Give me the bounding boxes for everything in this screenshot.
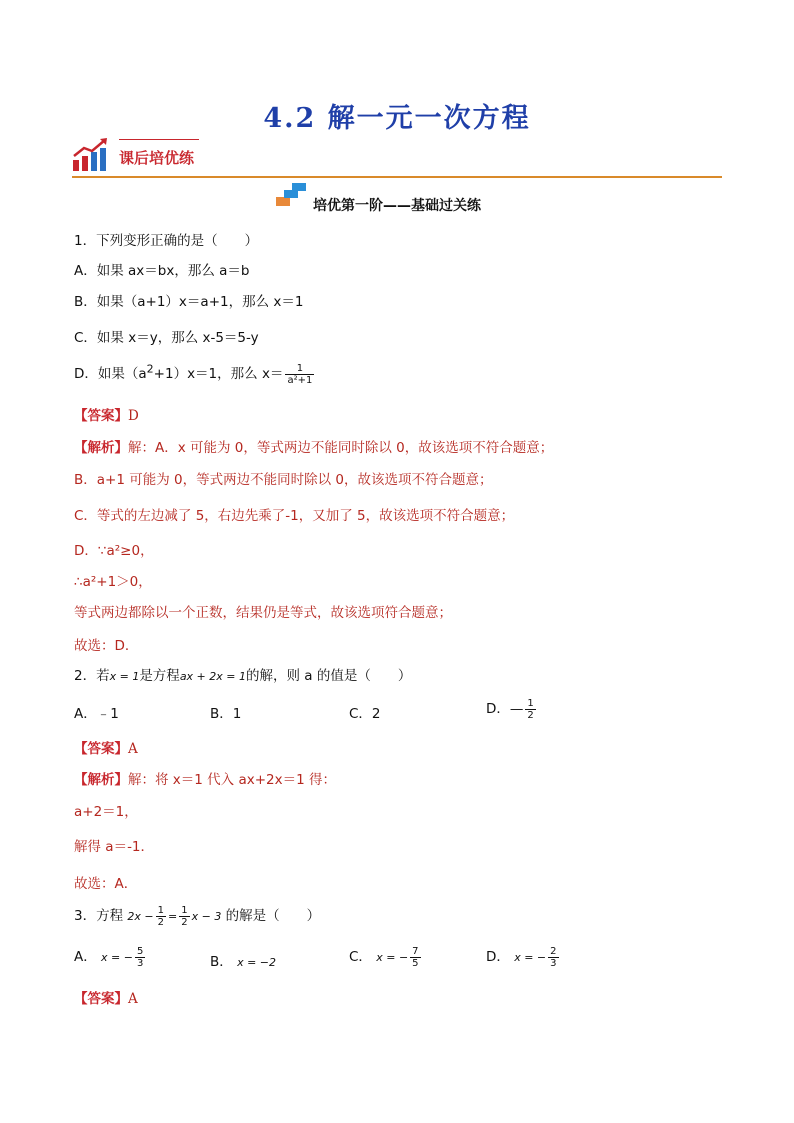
q1-answer-value: D (128, 408, 139, 424)
q3-stem-post: 的解是（ ） (225, 908, 321, 924)
q3-option-b (210, 950, 276, 970)
q2-answer-value: A (128, 741, 138, 757)
q3-option-c (349, 945, 423, 969)
q3-a-fraction (135, 946, 145, 969)
q2-analysis-4: 故选：A． (74, 876, 138, 892)
q1-analysis-3: C．等式的左边减了 5，右边先乘了-1，又加了 5，故该选项不符合题意； (74, 508, 515, 524)
q3-c-pre: x = − (376, 951, 409, 964)
q3-eq-frac2-num: 1 (181, 904, 188, 916)
q1-analysis-1 (74, 436, 553, 456)
q2-stem (74, 664, 411, 684)
q3-a-num: 5 (136, 945, 144, 957)
q3-option-a (74, 945, 147, 969)
q2-d-den: 2 (527, 709, 534, 721)
q2-answer-tag: 【答案】 (74, 741, 128, 757)
q2-stem-post: 的解，则 a 的值是（ ） (246, 668, 412, 684)
q1-stem: 1．下列变形正确的是（ ） (74, 233, 259, 249)
q3-answer-tag: 【答案】 (74, 991, 128, 1007)
q3-d-fraction (548, 946, 558, 969)
q1-d-sup: 2 (146, 362, 154, 376)
q1-analysis-6: 等式两边都除以一个正数，结果仍是等式，故该选项符合题意； (74, 605, 452, 621)
q1-option-d (74, 362, 316, 386)
q3-d-label: D． (486, 949, 510, 965)
q2-option-c: C．2 (349, 706, 381, 722)
q2-option-b: B．1 (210, 706, 242, 722)
q1-option-a: A．如果 ax＝bx，那么 a＝b (74, 263, 250, 279)
q2-option-a: A．﹣1 (74, 706, 119, 722)
q1-analysis-5: ∴a²+1＞0， (74, 574, 152, 590)
q3-stem (74, 904, 320, 928)
q1-analysis-line: 解：A．x 可能为 0，等式两边不能同时除以 0，故该选项不符合题意； (128, 440, 554, 456)
q3-eq-frac2 (179, 905, 189, 928)
q3-b-label: B． (210, 954, 233, 970)
q1-analysis-tag: 【解析】 (74, 440, 128, 456)
q3-eq-a: 2x − (127, 910, 154, 923)
q1-answer (74, 404, 139, 424)
q2-stem-pre: 2．若 (74, 668, 110, 684)
q3-eq-frac1 (156, 905, 166, 928)
q2-d-fraction (525, 698, 535, 721)
q3-answer-value: A (128, 991, 138, 1007)
q2-stem-eq2: ax + 2x = 1 (179, 670, 246, 683)
q3-stem-pre: 3．方程 (74, 908, 124, 924)
q3-answer (74, 987, 138, 1007)
q3-option-d (486, 945, 561, 969)
q2-analysis-2: a+2＝1， (74, 804, 138, 820)
q3-b-value: x = −2 (237, 956, 276, 969)
q3-c-den: 5 (412, 957, 419, 969)
stairs-icon (276, 183, 308, 207)
q3-eq-frac1-den: 2 (157, 916, 164, 928)
q1-d-mid: +1）x＝1，那么 x＝ (153, 366, 284, 382)
q3-c-label: C． (349, 949, 372, 965)
q3-d-num: 2 (550, 945, 557, 957)
section-divider (72, 176, 722, 178)
growth-chart-icon (72, 138, 108, 172)
q2-analysis-3: 解得 a＝-1． (74, 839, 155, 855)
q3-a-label: A． (74, 949, 97, 965)
q3-eq-eq: = (168, 910, 178, 923)
q2-stem-mid: 是方程 (139, 668, 180, 684)
q3-eq-frac2-den: 2 (181, 916, 188, 928)
q2-analysis-tag: 【解析】 (74, 772, 128, 788)
q3-d-pre: x = − (514, 951, 547, 964)
q3-a-pre: x = − (101, 951, 133, 964)
q3-c-fraction (410, 946, 420, 969)
q1-analysis-7: 故选：D． (74, 638, 139, 654)
q2-option-d (486, 697, 538, 721)
q3-d-den: 3 (550, 957, 557, 969)
q2-d-label: D．— (486, 701, 524, 717)
q1-option-c: C．如果 x＝y，那么 x-5＝5-y (74, 330, 259, 346)
stage-title: 培优第一阶——基础过关练 (313, 198, 481, 214)
q1-option-b: B．如果（a+1）x＝a+1，那么 x＝1 (74, 294, 304, 310)
q3-eq-b: x − 3 (191, 910, 222, 923)
q1-d-den: a²+1 (287, 374, 313, 386)
q1-analysis-4: D．∵a²≥0， (74, 543, 154, 559)
q2-analysis-1 (74, 768, 336, 788)
q1-d-pre: D．如果（a (74, 366, 147, 382)
q2-stem-eq1: x = 1 (109, 670, 140, 683)
q3-c-num: 7 (412, 945, 419, 957)
q2-analysis-line: 解：将 x＝1 代入 ax+2x＝1 得： (128, 772, 336, 788)
q3-eq-frac1-num: 1 (157, 904, 164, 916)
q2-d-num: 1 (527, 697, 534, 709)
q1-d-num: 1 (285, 363, 314, 375)
q2-answer (74, 737, 138, 757)
section-topline (119, 139, 199, 140)
q1-analysis-2: B．a+1 可能为 0，等式两边不能同时除以 0，故该选项不符合题意； (74, 472, 493, 488)
section-label: 课后培优练 (119, 149, 195, 167)
q1-d-fraction (285, 363, 314, 386)
q3-a-den: 3 (136, 957, 144, 969)
page-title: 4.2 解一元一次方程 (263, 103, 531, 134)
q1-answer-tag: 【答案】 (74, 408, 128, 424)
